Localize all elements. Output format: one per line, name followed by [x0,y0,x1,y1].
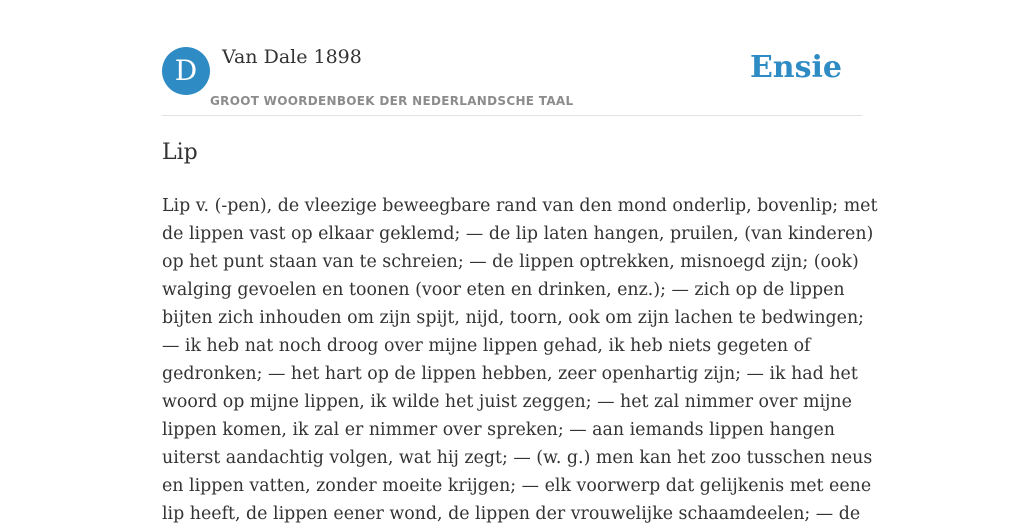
definition-line: lippen komen, ik zal er nimmer over spreken; — aan iemands lippen hangen [162,420,835,440]
definition-line: en lippen vatten, zonder moeite krijgen; — elk voorwerp dat gelijkenis met eene [162,476,872,496]
dictionary-header [162,46,862,116]
definition-line: Lip v. (-pen), de vleezige beweegbare rand van den mond onderlip, bovenlip; met [162,196,878,216]
brand-logo[interactable]: Ensie [749,50,842,85]
definition-line: walging gevoelen en toonen (voor eten en drinken, enz.); — zich op de lippen [162,280,845,300]
definition-line: op het punt staan van te schreien; — de lippen optrekken, misnoegd zijn; (ook) [162,252,859,272]
definition-line: de lippen vast op elkaar geklemd; — de lip laten hangen, pruilen, (van kinderen) [162,224,874,244]
definition-line: bijten zich inhouden om zijn spijt, nijd, toorn, ook om zijn lachen te bedwingen; [162,308,865,328]
dictionary-avatar[interactable]: D [162,47,210,95]
definition-line: uiterst aandachtig volgen, wat hij zegt; — (w. g.) men kan het zoo tusschen neus [162,448,873,468]
definition-line: — ik heb nat noch droog over mijne lippen gehad, ik heb niets gegeten of [162,336,811,356]
entry-headword: Lip [162,140,198,165]
entry-definition [162,192,878,528]
definition-line: gedronken; — het hart op de lippen hebben, zeer openhartig zijn; — ik had het [162,364,858,384]
definition-line: lip heeft, de lippen eener wond, de lippen der vrouwelijke schaamdeelen; — de [162,504,861,524]
dictionary-title[interactable]: Van Dale 1898 [222,46,362,68]
header-divider [162,115,862,116]
definition-line: woord op mijne lippen, ik wilde het juist zeggen; — het zal nimmer over mijne [162,392,852,412]
dictionary-subtitle: GROOT WOORDENBOEK DER NEDERLANDSCHE TAAL [210,94,574,108]
